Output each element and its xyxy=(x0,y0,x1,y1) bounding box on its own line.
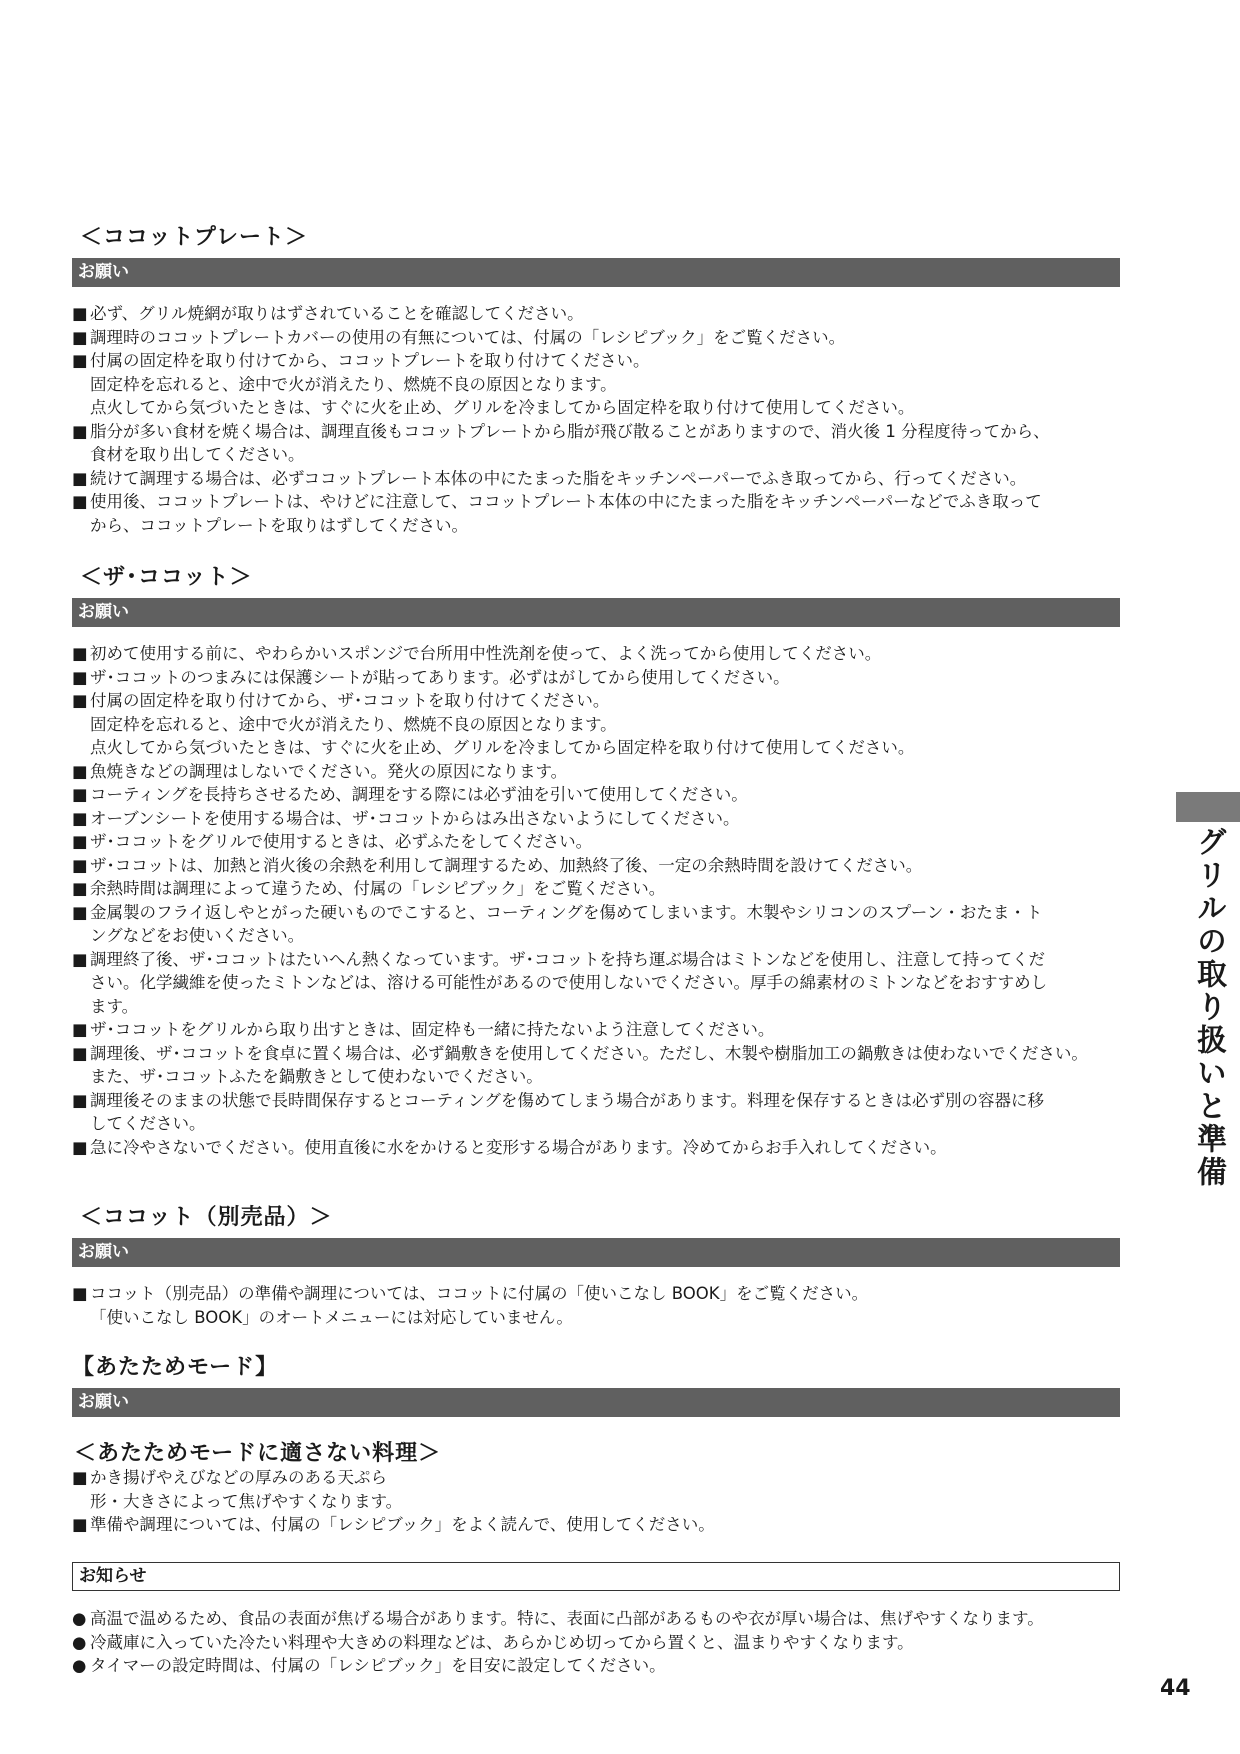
section-title-the-cocotte: ＜ザ･ココット＞ xyxy=(80,565,253,590)
item-text-line: オーブンシートを使用する場合は、ザ･ココットからはみ出さないようにしてください。 xyxy=(90,808,740,828)
list-item xyxy=(72,901,1132,948)
list-item xyxy=(72,1136,1132,1160)
info-list xyxy=(72,1607,1132,1678)
list-item xyxy=(72,1631,1132,1655)
bullet-mark: ■ xyxy=(72,1137,88,1157)
list-item xyxy=(72,760,1132,784)
notice-bar: お願い xyxy=(72,258,1120,287)
notice-bar: お願い xyxy=(72,598,1120,627)
list-item xyxy=(72,642,1132,666)
section-title-cocotte-separate: ＜ココット（別売品）＞ xyxy=(80,1205,333,1230)
bullet-mark: ● xyxy=(72,1632,87,1652)
page-number: 44 xyxy=(1160,1676,1191,1701)
bullet-mark: ■ xyxy=(72,691,88,710)
section-title-cocotte-plate: ＜ココットプレート＞ xyxy=(80,225,309,250)
item-text-line: 冷蔵庫に入っていた冷たい料理や大きめの料理などは、あらかじめ切ってから置くと、温まりやすくなります。 xyxy=(90,1632,914,1652)
item-text-line: 付属の固定枠を取り付けてから、ココットプレートを取り付けてください。 xyxy=(90,351,650,370)
item-text-line: 余熱時間は調理によって違うため、付属の「レシピブック」をご覧ください。 xyxy=(90,879,666,898)
info-bar: お知らせ xyxy=(72,1562,1120,1591)
item-text-line: 付属の固定枠を取り付けてから、ザ･ココットを取り付けてください。 xyxy=(90,691,610,710)
notice-bar: お願い xyxy=(72,1238,1120,1267)
bullet-mark: ■ xyxy=(72,1020,88,1039)
bullet-mark: ■ xyxy=(72,667,88,687)
section-title-warming-mode: 【あたためモード】 xyxy=(72,1355,279,1380)
bullet-mark: ■ xyxy=(72,1468,88,1487)
bullet-mark: ■ xyxy=(72,855,88,875)
notice-bar: お願い xyxy=(72,1388,1120,1417)
list-item xyxy=(72,666,1132,690)
bullet-mark: ■ xyxy=(72,492,88,511)
bullet-mark: ■ xyxy=(72,468,88,488)
list-item xyxy=(72,1282,1132,1329)
bullet-mark: ■ xyxy=(72,644,88,663)
subtitle-unsuitable-dishes: ＜あたためモードに適さない料理＞ xyxy=(74,1441,442,1466)
item-text-line: 急に冷やさないでください。使用直後に水をかけると変形する場合があります。冷めてからお手入れしてください。 xyxy=(90,1137,947,1157)
list-item xyxy=(72,1466,1132,1513)
side-tab-marker xyxy=(1176,792,1240,822)
item-text-line: 必ず、グリル焼網が取りはずされていることを確認してください。 xyxy=(90,304,584,323)
bullet-mark: ■ xyxy=(72,421,88,441)
item-text-line: 魚焼きなどの調理はしないでください。発火の原因になります。 xyxy=(90,761,568,781)
list-item xyxy=(72,1042,1132,1089)
item-text-line: 点火してから気づいたときは、すぐに火を止め、グリルを冷ましてから固定枠を取り付けて使用してください。 xyxy=(90,738,915,757)
bullet-mark: ■ xyxy=(72,1284,88,1303)
list-item xyxy=(72,467,1132,491)
item-text-line: 食材を取り出してください。 xyxy=(90,445,305,464)
item-text-line: 金属製のフライ返しやとがった硬いものでこすると、コーティングを傷めてしまいます。木製やシリコンのスプーン・おたま・ト xyxy=(90,902,1043,922)
bullet-mark: ■ xyxy=(72,808,88,828)
item-text-line: 脂分が多い食材を焼く場合は、調理直後もココットプレートから脂が飛び散ることがありますので、消火後 1 分程度待ってから、 xyxy=(90,421,1050,441)
list-item xyxy=(72,302,1132,326)
item-text-line: ココット（別売品）の準備や調理については、ココットに付属の「使いこなし BOOK」をご覧ください。 xyxy=(90,1284,869,1303)
list-item xyxy=(72,948,1132,1019)
warming-mode-list xyxy=(72,1466,1132,1537)
list-item xyxy=(72,349,1132,420)
bullet-mark: ■ xyxy=(72,879,88,898)
bullet-mark: ● xyxy=(72,1656,87,1675)
item-text-line: ザ･ココットをグリルで使用するときは、必ずふたをしてください。 xyxy=(90,832,593,851)
list-item xyxy=(72,1089,1132,1136)
bullet-mark: ■ xyxy=(72,832,88,851)
item-text-line: 高温で温めるため、食品の表面が焦げる場合があります。特に、表面に凸部があるものや衣が厚い場合は、焦げやすくなります。 xyxy=(90,1609,1044,1628)
list-item xyxy=(72,689,1132,760)
item-text-line: 形・大きさによって焦げやすくなります。 xyxy=(90,1491,403,1511)
list-item xyxy=(72,783,1132,807)
item-text-line: かき揚げやえびなどの厚みのある天ぷら xyxy=(90,1468,387,1487)
list-item xyxy=(72,490,1132,537)
item-text-line: ザ･ココットをグリルから取り出すときは、固定枠も一緒に持たないよう注意してください。 xyxy=(90,1020,775,1039)
item-text-line: ングなどをお使いください。 xyxy=(90,926,305,945)
item-text-line: さい。化学繊維を使ったミトンなどは、溶ける可能性があるので使用しないでください。厚手の綿素材のミトンなどをおすすめし xyxy=(90,973,1048,992)
item-text-line: 続けて調理する場合は、必ずココットプレート本体の中にたまった脂をキッチンペーパーでふき取ってから、行ってください。 xyxy=(90,468,1027,488)
item-text-line: 準備や調理については、付属の「レシピブック」をよく読んで、使用してください。 xyxy=(90,1515,715,1534)
list-item xyxy=(72,877,1132,901)
list-item xyxy=(72,326,1132,350)
item-text-line: 「使いこなし BOOK」のオートメニューには対応していません。 xyxy=(90,1307,573,1327)
bullet-mark: ■ xyxy=(72,1515,88,1534)
bullet-mark: ● xyxy=(72,1609,87,1628)
bullet-mark: ■ xyxy=(72,1043,88,1063)
item-text-line: 調理後、ザ･ココットを食卓に置く場合は、必ず鍋敷きを使用してください。ただし、木製や樹脂加工の鍋敷きは使わないでください。 xyxy=(90,1043,1088,1063)
bullet-mark: ■ xyxy=(72,902,88,922)
bullet-mark: ■ xyxy=(72,327,88,347)
item-text-line: ザ･ココットは、加熱と消火後の余熱を利用して調理するため、加熱終了後、一定の余熱時間を設けてください。 xyxy=(90,855,923,875)
bullet-mark: ■ xyxy=(72,785,88,804)
list-item xyxy=(72,1654,1132,1678)
item-text-line: 固定枠を忘れると、途中で火が消えたり、燃焼不良の原因となります。 xyxy=(90,374,617,394)
bullet-mark: ■ xyxy=(72,949,88,969)
bullet-mark: ■ xyxy=(72,351,88,370)
item-text-line: 固定枠を忘れると、途中で火が消えたり、燃焼不良の原因となります。 xyxy=(90,714,617,734)
item-text-line: から、ココットプレートを取りはずしてください。 xyxy=(90,515,469,535)
list-item xyxy=(72,807,1132,831)
list-item xyxy=(72,1018,1132,1042)
list-item xyxy=(72,420,1132,467)
item-text-line: ます。 xyxy=(90,996,139,1016)
item-text-line: 調理終了後、ザ･ココットはたいへん熱くなっています。ザ･ココットを持ち運ぶ場合はミトンなどを使用し、注意して持ってくだ xyxy=(90,949,1046,969)
item-text-line: 調理時のココットプレートカバーの使用の有無については、付属の「レシピブック」をご覧ください。 xyxy=(90,327,846,347)
item-text-line: また、ザ･ココットふたを鍋敷きとして使わないでください。 xyxy=(90,1067,543,1086)
item-text-line: 調理後そのままの状態で長時間保存するとコーティングを傷めてしまう場合があります。料理を保存するときは必ず別の容器に移 xyxy=(90,1090,1045,1110)
item-text-line: コーティングを長持ちさせるため、調理をする際には必ず油を引いて使用してください。 xyxy=(90,785,748,804)
bullet-mark: ■ xyxy=(72,1090,88,1110)
item-text-line: 点火してから気づいたときは、すぐに火を止め、グリルを冷ましてから固定枠を取り付けて使用してください。 xyxy=(90,398,915,417)
item-text-line: 初めて使用する前に、やわらかいスポンジで台所用中性洗剤を使って、よく洗ってから使用してください。 xyxy=(90,644,882,663)
list-item xyxy=(72,854,1132,878)
list-item xyxy=(72,830,1132,854)
cocotte-plate-list xyxy=(72,302,1132,537)
bullet-mark: ■ xyxy=(72,304,88,323)
list-item xyxy=(72,1607,1132,1631)
item-text-line: タイマーの設定時間は、付属の「レシピブック」を目安に設定してください。 xyxy=(90,1656,666,1675)
item-text-line: してください。 xyxy=(90,1114,206,1133)
cocotte-separate-list xyxy=(72,1282,1132,1329)
list-item xyxy=(72,1513,1132,1537)
bullet-mark: ■ xyxy=(72,761,88,781)
item-text-line: ザ･ココットのつまみには保護シートが貼ってあります。必ずはがしてから使用してください。 xyxy=(90,667,790,687)
the-cocotte-list xyxy=(72,642,1132,1159)
side-tab-label: グリルの取り扱いと準備 xyxy=(1191,826,1226,1189)
item-text-line: 使用後、ココットプレートは、やけどに注意して、ココットプレート本体の中にたまった脂をキッチンペーパーなどでふき取って xyxy=(90,492,1042,511)
